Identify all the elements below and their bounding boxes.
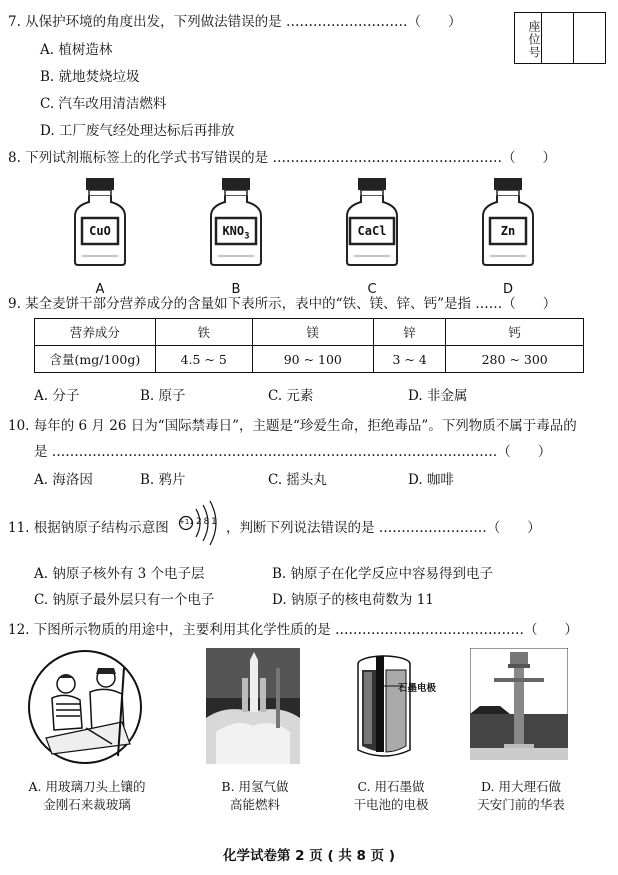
table-row (35, 346, 584, 373)
q9-option-d: D. 非金属 (408, 388, 468, 404)
q10-option-c: C. 摇头丸 (268, 472, 327, 488)
bottle-a-letter: A (95, 282, 105, 297)
q9-option-c: C. 元素 (268, 388, 314, 404)
question-12: 12. 下图所示物质的用途中，主要利用其化学性质的是 ……………………………………（ ） (8, 622, 579, 638)
table-header-cell: 营养成分 (35, 319, 156, 346)
q10-option-b: B. 鸦片 (140, 472, 186, 488)
q11-option-b: B. 钠原子在化学反应中容易得到电子 (272, 566, 494, 582)
seat-cell-1 (542, 13, 574, 63)
reagent-bottle-b (208, 178, 264, 266)
q12-caption-a: A. 用玻璃刀头上镶的 金刚石来裁玻璃 (28, 779, 146, 812)
seat-cell-2 (574, 13, 605, 63)
dry-battery-cutaway (352, 650, 424, 762)
sodium-electron-shells: 2 8 1 (196, 517, 217, 527)
q7-option-b: B. 就地焚烧垃圾 (40, 69, 140, 85)
table-cell: 含量(mg/100g) (35, 346, 156, 373)
graphite-electrode-label: 石墨电极 (398, 683, 437, 694)
q10-option-a: A. 海洛因 (34, 472, 93, 488)
q9-option-a: A. 分子 (34, 388, 80, 404)
q7-option-d: D. 工厂废气经处理达标后再排放 (40, 123, 235, 139)
question-10-line-1: 10. 每年的 6 月 26 日为“国际禁毒日”，主题是“珍爱生命，拒绝毒品”。下列物质不属于毒品的 (8, 418, 577, 434)
table-header-cell: 铁 (155, 319, 252, 346)
table-cell: 4.5 ~ 5 (155, 346, 252, 373)
reagent-bottle-a (72, 178, 128, 266)
table-cell: 280 ~ 300 (446, 346, 584, 373)
question-8: 8. 下列试剂瓶标签上的化学式书写错误的是 ……………………………………………（ ） (8, 150, 556, 166)
q11-option-a: A. 钠原子核外有 3 个电子层 (34, 566, 205, 582)
sodium-nucleus-charge: +11 (179, 518, 194, 526)
question-7: 7. 从保护环境的角度出发，下列做法错误的是 ………………………（ ） (8, 14, 462, 30)
question-9: 9. 某全麦饼干部分营养成分的含量如下表所示，表中的“铁、镁、锌、钙”是指 ……（ ） (8, 296, 557, 312)
q12-caption-d: D. 用大理石做 天安门前的华表 (477, 779, 565, 812)
table-header-cell: 锌 (373, 319, 445, 346)
q9-option-b: B. 原子 (140, 388, 186, 404)
page-footer: 化学试卷第 2 页 ( 共 8 页 ) (222, 848, 396, 864)
bottle-c-letter: C (367, 282, 377, 297)
question-10-line-2: 是 ………………………………………………………………………………………（ ） (34, 444, 552, 460)
bottle-b-letter: B (231, 282, 241, 297)
q11-option-c: C. 钠原子最外层只有一个电子 (34, 592, 215, 608)
nutrition-table (34, 318, 584, 373)
reagent-bottle-c (344, 178, 400, 266)
q7-option-c: C. 汽车改用清洁燃料 (40, 96, 167, 112)
bottle-d-letter: D (502, 282, 513, 297)
table-header-cell: 钙 (446, 319, 584, 346)
bottle-b-formula: $KNO_3$ (222, 224, 250, 242)
huabiao-photo (470, 648, 568, 760)
question-11-prefix: 11. 根据钠原子结构示意图 (8, 520, 169, 536)
rocket-launch-photo (206, 648, 300, 764)
table-cell: 3 ~ 4 (373, 346, 445, 373)
table-cell: 90 ~ 100 (252, 346, 373, 373)
bottle-a-formula: CuO (89, 224, 111, 238)
seat-number-label: 座位号 (515, 13, 542, 63)
question-11-suffix: ，判断下列说法错误的是 ……………………（ ） (226, 520, 541, 536)
seat-number-box (514, 12, 606, 64)
bottle-c-formula: CaCl (357, 224, 387, 238)
glass-cutting-illustration (26, 648, 144, 766)
q12-caption-c: C. 用石墨做 干电池的电极 (353, 779, 429, 812)
table-header-row (35, 319, 584, 346)
q7-option-a: A. 植树造林 (40, 42, 113, 58)
reagent-bottle-d (480, 178, 536, 266)
bottle-d-formula: Zn (500, 224, 516, 238)
table-header-cell: 镁 (252, 319, 373, 346)
q12-caption-b: B. 用氢气做 高能燃料 (221, 779, 289, 812)
q11-option-d: D. 钠原子的核电荷数为 11 (272, 592, 434, 608)
q10-option-d: D. 咖啡 (408, 472, 454, 488)
